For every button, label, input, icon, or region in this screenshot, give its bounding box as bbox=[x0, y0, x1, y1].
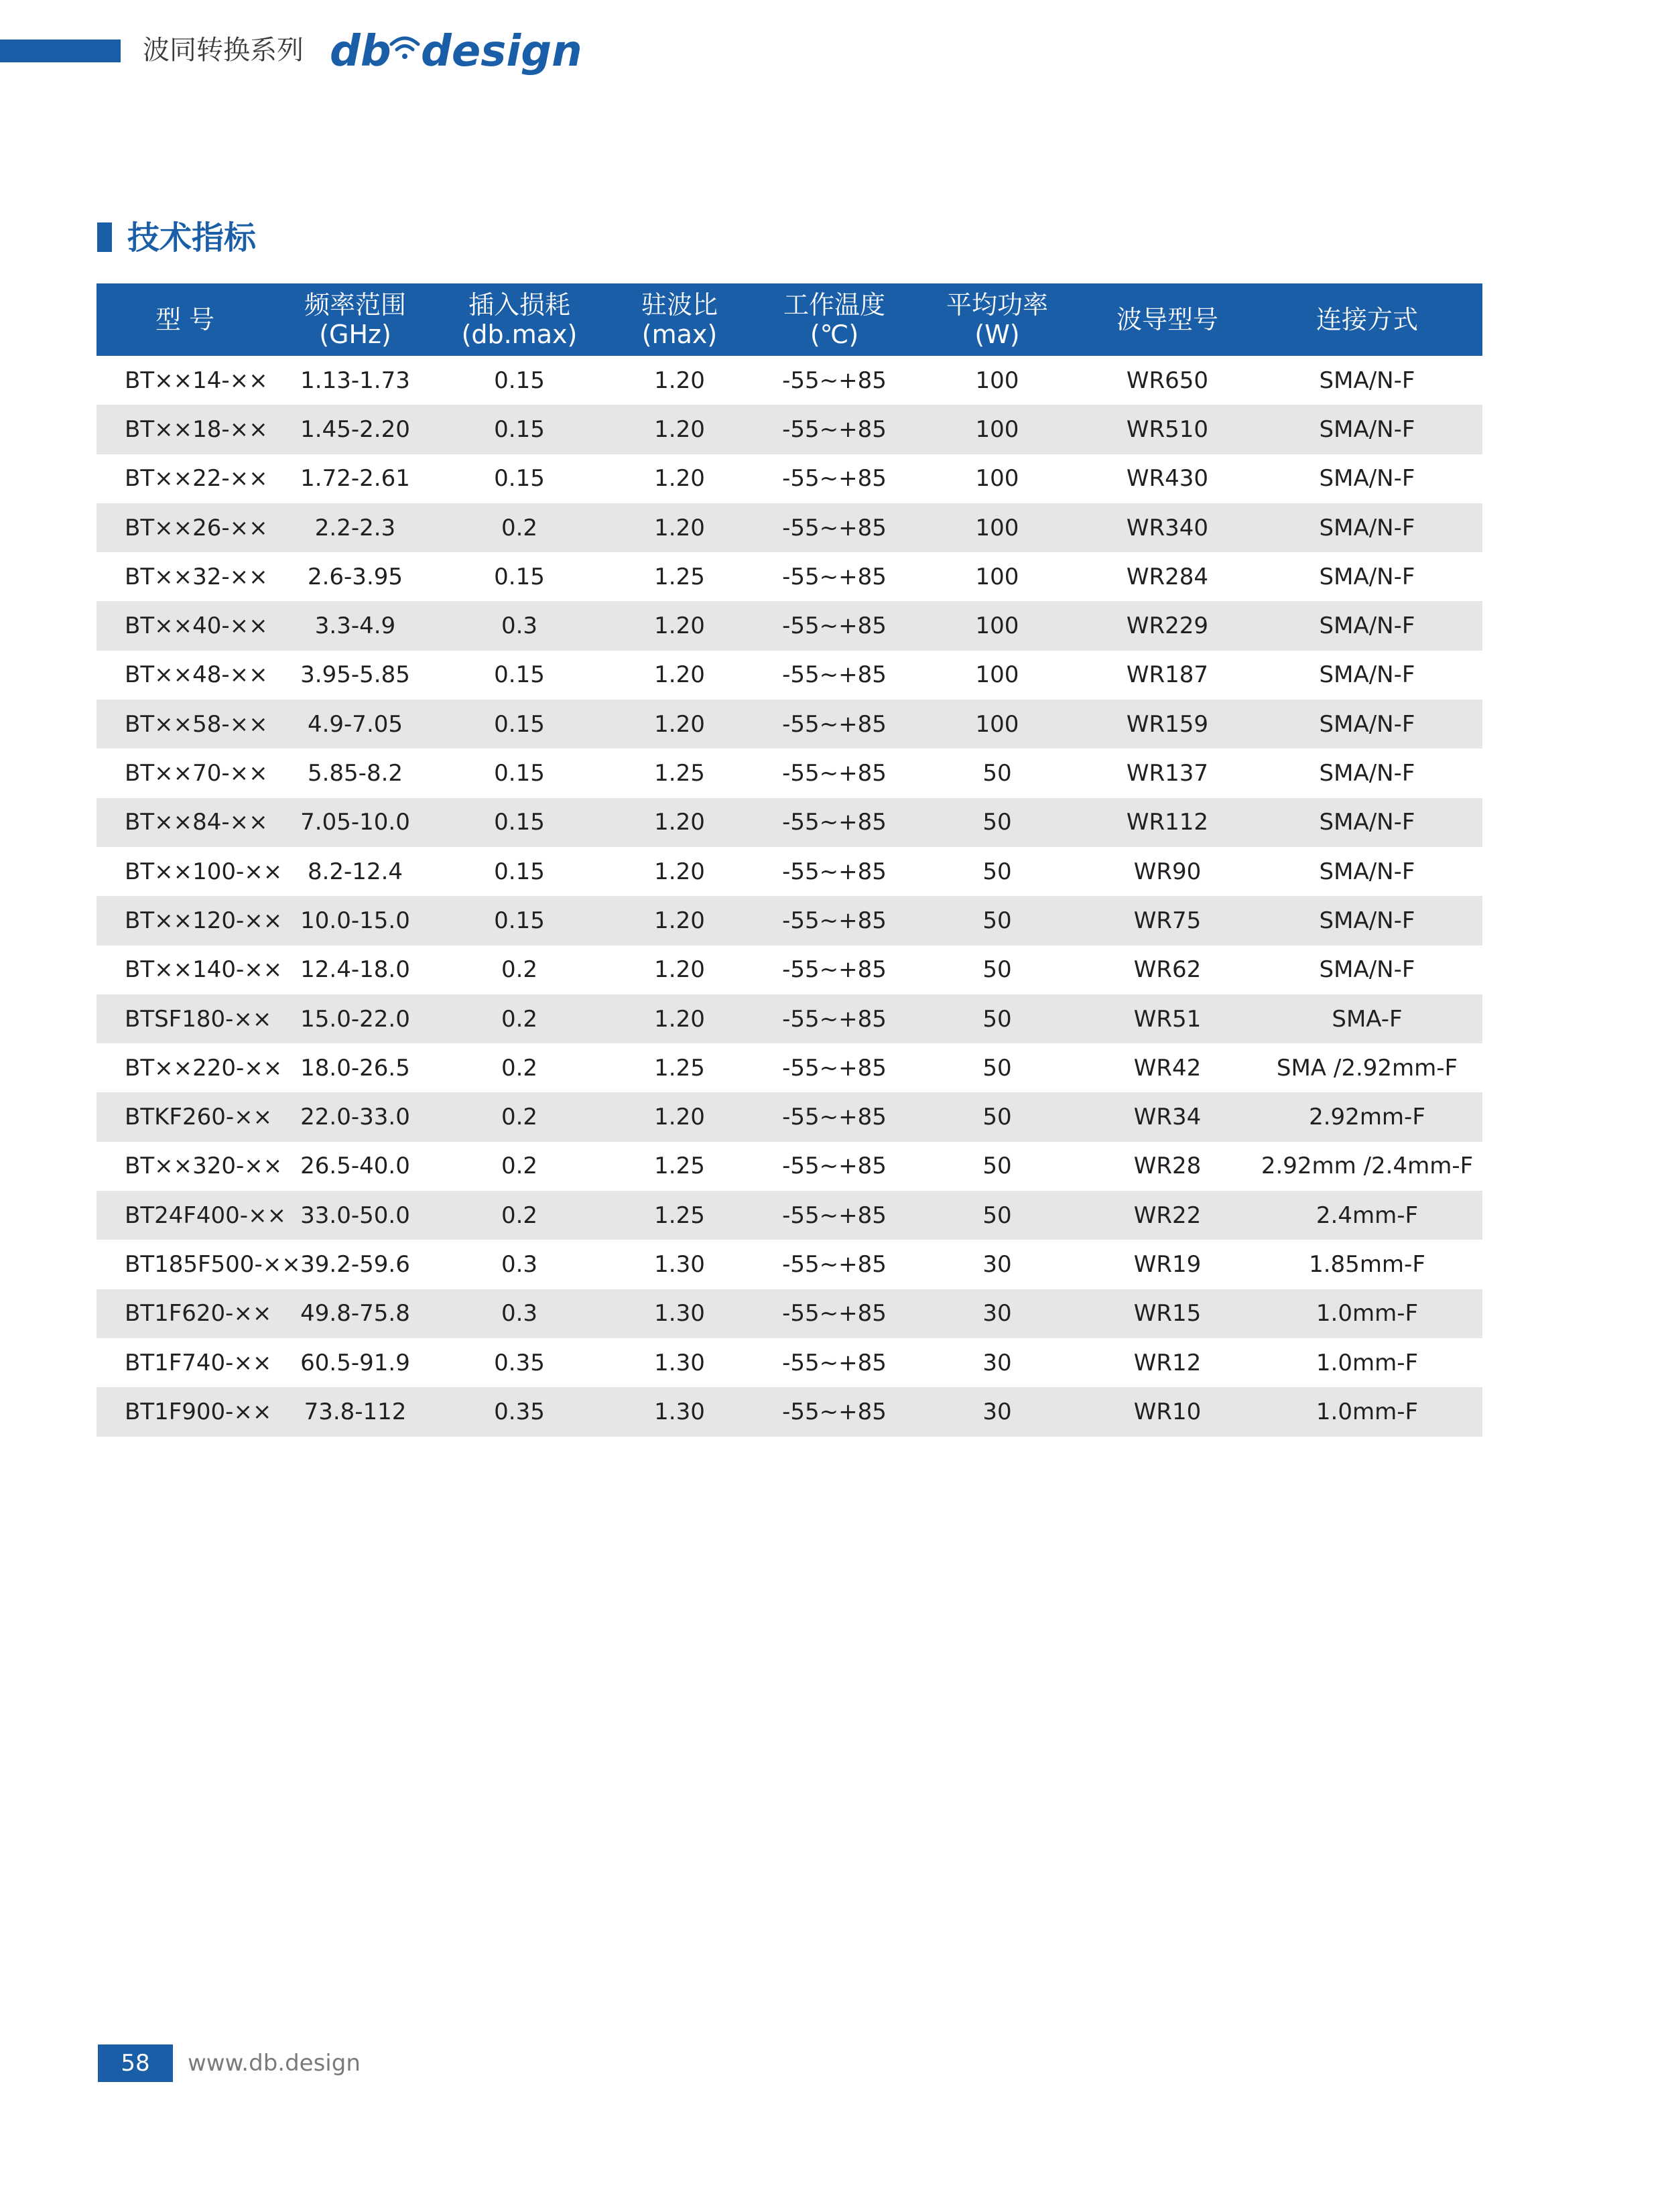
table-cell: 1.25 bbox=[654, 1153, 705, 1180]
table-cell: 1.30 bbox=[602, 1387, 757, 1436]
table-cell: BT××26-×× bbox=[97, 503, 273, 552]
table-cell: 0.35 bbox=[494, 1349, 545, 1376]
column-header bbox=[602, 283, 757, 356]
column-header bbox=[273, 283, 437, 356]
table-cell: 100 bbox=[975, 367, 1019, 394]
table-cell: 100 bbox=[911, 405, 1083, 454]
table-cell: WR284 bbox=[1126, 563, 1209, 590]
table-cell: SMA/N-F bbox=[1319, 661, 1415, 689]
table-cell: 2.92mm /2.4mm-F bbox=[1261, 1153, 1474, 1180]
table-cell: WR159 bbox=[1083, 700, 1252, 749]
column-header bbox=[1252, 283, 1482, 356]
table-cell: 50 bbox=[982, 1153, 1012, 1180]
table-cell: 2.2-2.3 bbox=[273, 503, 437, 552]
table-row bbox=[97, 1191, 1482, 1240]
section-marker bbox=[97, 222, 112, 252]
table-cell: WR34 bbox=[1083, 1092, 1252, 1141]
table-row bbox=[97, 1338, 1482, 1387]
table-cell: 33.0-50.0 bbox=[273, 1191, 437, 1240]
table-cell: BT××18-×× bbox=[97, 405, 273, 454]
table-cell: BT1F620-×× bbox=[97, 1289, 273, 1338]
website-url: www.db.design bbox=[188, 2050, 361, 2077]
table-cell: -55~+85 bbox=[757, 1289, 911, 1338]
table-cell: -55~+85 bbox=[757, 1191, 911, 1240]
table-cell: -55~+85 bbox=[782, 760, 887, 787]
header-accent-bar bbox=[0, 40, 121, 62]
table-cell: 50 bbox=[982, 760, 1012, 787]
table-cell: WR90 bbox=[1133, 858, 1202, 885]
table-cell: 0.15 bbox=[494, 661, 545, 689]
table-cell: BT××22-×× bbox=[125, 465, 268, 493]
table-cell: -55~+85 bbox=[782, 1153, 887, 1180]
table-cell: WR650 bbox=[1126, 367, 1209, 394]
table-cell: 0.15 bbox=[494, 367, 545, 394]
series-title: 波同转换系列 bbox=[143, 35, 304, 66]
table-cell: 30 bbox=[982, 1349, 1012, 1376]
table-cell: BT185F500-×× bbox=[125, 1250, 301, 1278]
table-cell: -55~+85 bbox=[782, 367, 887, 394]
table-cell: BT××32-×× bbox=[125, 563, 268, 590]
table-row bbox=[97, 847, 1482, 896]
column-header-unit: (W) bbox=[974, 320, 1020, 349]
table-cell: WR62 bbox=[1133, 956, 1202, 984]
wifi-icon bbox=[391, 38, 418, 59]
table-cell: SMA/N-F bbox=[1319, 465, 1415, 493]
table-cell: BT1F900-×× bbox=[97, 1387, 273, 1436]
column-header bbox=[911, 283, 1083, 356]
table-cell: 100 bbox=[911, 601, 1083, 650]
table-cell: SMA/N-F bbox=[1252, 896, 1482, 945]
table-cell: 50 bbox=[911, 1191, 1083, 1240]
table-cell: BT××58-×× bbox=[97, 700, 273, 749]
table-cell: 100 bbox=[911, 700, 1083, 749]
table-cell: -55~+85 bbox=[757, 1387, 911, 1436]
table-cell: -55~+85 bbox=[782, 1054, 887, 1082]
table-cell: 26.5-40.0 bbox=[300, 1153, 410, 1180]
table-cell: 100 bbox=[911, 503, 1083, 552]
table-body bbox=[97, 356, 1482, 1437]
table-cell: WR187 bbox=[1126, 661, 1209, 689]
column-header-unit: (℃) bbox=[810, 320, 859, 349]
column-header-title: 驻波比 bbox=[641, 290, 718, 320]
table-cell: BT××140-×× bbox=[125, 956, 283, 984]
table-cell: 1.20 bbox=[602, 1092, 757, 1141]
table-cell: WR340 bbox=[1083, 503, 1252, 552]
table-cell: -55~+85 bbox=[757, 405, 911, 454]
table-cell: -55~+85 bbox=[757, 601, 911, 650]
table-cell: 1.25 bbox=[654, 563, 705, 590]
table-cell: -55~+85 bbox=[782, 1250, 887, 1278]
table-cell: SMA/N-F bbox=[1319, 956, 1415, 984]
table-cell: -55~+85 bbox=[782, 1349, 887, 1376]
table-cell: 0.15 bbox=[437, 405, 602, 454]
table-row bbox=[97, 700, 1482, 749]
table-cell: 1.20 bbox=[654, 465, 705, 493]
column-header-unit: (max) bbox=[641, 320, 718, 349]
table-cell: 12.4-18.0 bbox=[300, 956, 410, 984]
column-header-title: 平均功率 bbox=[946, 290, 1048, 320]
table-row bbox=[97, 1142, 1482, 1191]
table-cell: -55~+85 bbox=[757, 994, 911, 1043]
table-row bbox=[97, 946, 1482, 994]
table-cell: 60.5-91.9 bbox=[300, 1349, 410, 1376]
column-header-title: 连接方式 bbox=[1316, 305, 1418, 334]
table-cell: SMA/N-F bbox=[1252, 601, 1482, 650]
table-cell: -55~+85 bbox=[782, 956, 887, 984]
column-header-unit: (GHz) bbox=[319, 320, 391, 349]
column-header bbox=[97, 283, 273, 356]
column-header-title: 插入损耗 bbox=[468, 290, 570, 320]
table-row bbox=[97, 552, 1482, 601]
table-cell: 1.20 bbox=[602, 896, 757, 945]
table-cell: -55~+85 bbox=[782, 563, 887, 590]
table-cell: WR229 bbox=[1083, 601, 1252, 650]
table-row bbox=[97, 994, 1482, 1043]
table-row bbox=[97, 405, 1482, 454]
table-cell: SMA/N-F bbox=[1319, 858, 1415, 885]
brand-logo-right: design bbox=[421, 27, 582, 76]
table-row bbox=[97, 503, 1482, 552]
table-row bbox=[97, 601, 1482, 650]
table-cell: 1.20 bbox=[654, 858, 705, 885]
table-cell: 1.20 bbox=[602, 405, 757, 454]
table-row bbox=[97, 1387, 1482, 1436]
table-cell: 22.0-33.0 bbox=[273, 1092, 437, 1141]
table-cell: 50 bbox=[982, 956, 1012, 984]
table-cell: 0.2 bbox=[501, 1054, 538, 1082]
table-cell: WR22 bbox=[1083, 1191, 1252, 1240]
table-cell: WR510 bbox=[1083, 405, 1252, 454]
table-cell: WR137 bbox=[1126, 760, 1209, 787]
table-cell: BT××100-×× bbox=[125, 858, 283, 885]
table-cell: 0.15 bbox=[437, 700, 602, 749]
table-cell: 49.8-75.8 bbox=[273, 1289, 437, 1338]
table-cell: 1.13-1.73 bbox=[300, 367, 410, 394]
table-cell: 1.0mm-F bbox=[1252, 1387, 1482, 1436]
spec-table bbox=[97, 283, 1482, 1437]
table-cell: SMA/N-F bbox=[1252, 503, 1482, 552]
table-cell: BTKF260-×× bbox=[97, 1092, 273, 1141]
table-cell: -55~+85 bbox=[782, 465, 887, 493]
table-cell: 0.3 bbox=[437, 1289, 602, 1338]
table-cell: 100 bbox=[975, 465, 1019, 493]
table-cell: 7.05-10.0 bbox=[273, 798, 437, 847]
table-cell: 0.35 bbox=[437, 1387, 602, 1436]
table-row bbox=[97, 749, 1482, 797]
page-number: 58 bbox=[98, 2044, 173, 2082]
table-cell: 73.8-112 bbox=[273, 1387, 437, 1436]
table-cell: 1.85mm-F bbox=[1309, 1250, 1425, 1278]
table-cell: 1.20 bbox=[602, 994, 757, 1043]
table-cell: 0.2 bbox=[437, 1191, 602, 1240]
table-cell: 0.2 bbox=[437, 503, 602, 552]
table-cell: 10.0-15.0 bbox=[273, 896, 437, 945]
table-cell: BT1F740-×× bbox=[125, 1349, 272, 1376]
table-cell: WR75 bbox=[1083, 896, 1252, 945]
table-cell: 0.2 bbox=[437, 994, 602, 1043]
table-cell: 0.15 bbox=[494, 465, 545, 493]
table-row bbox=[97, 1043, 1482, 1092]
table-cell: 2.92mm-F bbox=[1252, 1092, 1482, 1141]
table-cell: WR19 bbox=[1133, 1250, 1202, 1278]
table-cell: 1.20 bbox=[654, 956, 705, 984]
table-cell: WR12 bbox=[1133, 1349, 1202, 1376]
table-cell: 8.2-12.4 bbox=[307, 858, 403, 885]
table-cell: 0.15 bbox=[494, 563, 545, 590]
table-cell: BT××14-×× bbox=[125, 367, 268, 394]
table-cell: BT××48-×× bbox=[125, 661, 268, 689]
table-cell: 4.9-7.05 bbox=[273, 700, 437, 749]
table-cell: SMA/N-F bbox=[1252, 700, 1482, 749]
table-cell: 5.85-8.2 bbox=[307, 760, 403, 787]
table-cell: 0.2 bbox=[501, 956, 538, 984]
table-cell: WR430 bbox=[1126, 465, 1209, 493]
section-title: 技术指标 bbox=[127, 219, 257, 257]
table-cell: 30 bbox=[982, 1250, 1012, 1278]
table-cell: -55~+85 bbox=[757, 503, 911, 552]
table-cell: 1.20 bbox=[602, 700, 757, 749]
column-header-title: 波导型号 bbox=[1116, 305, 1218, 334]
table-cell: -55~+85 bbox=[782, 858, 887, 885]
table-cell: SMA/N-F bbox=[1319, 367, 1415, 394]
table-cell: -55~+85 bbox=[782, 661, 887, 689]
table-row bbox=[97, 356, 1482, 405]
table-cell: BT××320-×× bbox=[125, 1153, 283, 1180]
table-cell: SMA/N-F bbox=[1252, 405, 1482, 454]
table-cell: -55~+85 bbox=[757, 1092, 911, 1141]
table-cell: BT××70-×× bbox=[125, 760, 268, 787]
table-cell: 1.30 bbox=[602, 1289, 757, 1338]
table-header-row bbox=[97, 283, 1482, 356]
column-header-title: 频率范围 bbox=[304, 290, 406, 320]
table-cell: 1.30 bbox=[654, 1250, 705, 1278]
table-cell: 50 bbox=[911, 896, 1083, 945]
table-cell: 1.0mm-F bbox=[1316, 1349, 1419, 1376]
table-cell: 50 bbox=[911, 1092, 1083, 1141]
table-cell: 0.15 bbox=[494, 858, 545, 885]
table-cell: 1.25 bbox=[654, 760, 705, 787]
table-cell: WR28 bbox=[1133, 1153, 1202, 1180]
table-cell: SMA-F bbox=[1252, 994, 1482, 1043]
table-cell: 1.20 bbox=[602, 601, 757, 650]
table-cell: 50 bbox=[911, 798, 1083, 847]
table-cell: -55~+85 bbox=[757, 798, 911, 847]
table-cell: 1.20 bbox=[654, 367, 705, 394]
table-cell: 1.25 bbox=[602, 1191, 757, 1240]
table-cell: 50 bbox=[982, 1054, 1012, 1082]
table-cell: 15.0-22.0 bbox=[273, 994, 437, 1043]
brand-logo bbox=[330, 23, 582, 76]
table-row bbox=[97, 896, 1482, 945]
table-cell: 3.95-5.85 bbox=[300, 661, 410, 689]
table-cell: SMA/N-F bbox=[1319, 760, 1415, 787]
table-cell: 1.20 bbox=[602, 503, 757, 552]
table-cell: 0.3 bbox=[437, 601, 602, 650]
table-cell: 1.30 bbox=[654, 1349, 705, 1376]
table-cell: 0.15 bbox=[437, 896, 602, 945]
table-cell: 39.2-59.6 bbox=[300, 1250, 410, 1278]
table-cell: -55~+85 bbox=[757, 700, 911, 749]
brand-logo-left: db bbox=[330, 27, 391, 76]
table-cell: BT××220-×× bbox=[125, 1054, 283, 1082]
table-row bbox=[97, 454, 1482, 503]
table-cell: 1.0mm-F bbox=[1252, 1289, 1482, 1338]
table-cell: 1.45-2.20 bbox=[273, 405, 437, 454]
table-cell: BTSF180-×× bbox=[97, 994, 273, 1043]
table-cell: 3.3-4.9 bbox=[273, 601, 437, 650]
column-header bbox=[1083, 283, 1252, 356]
table-cell: BT××40-×× bbox=[97, 601, 273, 650]
table-cell: BT24F400-×× bbox=[97, 1191, 273, 1240]
column-header bbox=[437, 283, 602, 356]
table-cell: WR15 bbox=[1083, 1289, 1252, 1338]
table-cell: 30 bbox=[911, 1387, 1083, 1436]
column-header-unit: (db.max) bbox=[461, 320, 578, 349]
table-cell: 1.25 bbox=[654, 1054, 705, 1082]
table-row bbox=[97, 798, 1482, 847]
table-cell: 0.3 bbox=[501, 1250, 538, 1278]
table-cell: WR51 bbox=[1083, 994, 1252, 1043]
table-cell: 0.2 bbox=[437, 1092, 602, 1141]
table-cell: -55~+85 bbox=[757, 896, 911, 945]
table-cell: 100 bbox=[975, 661, 1019, 689]
table-cell: 50 bbox=[982, 858, 1012, 885]
table-row bbox=[97, 651, 1482, 700]
table-row bbox=[97, 1289, 1482, 1338]
table-row bbox=[97, 1240, 1482, 1289]
table-cell: WR42 bbox=[1133, 1054, 1202, 1082]
table-cell: 0.2 bbox=[501, 1153, 538, 1180]
table-row bbox=[97, 1092, 1482, 1141]
table-cell: BT××120-×× bbox=[97, 896, 273, 945]
table-cell: 50 bbox=[911, 994, 1083, 1043]
table-cell: 100 bbox=[975, 563, 1019, 590]
column-header-title: 工作温度 bbox=[783, 290, 885, 320]
table-cell: BT××84-×× bbox=[97, 798, 273, 847]
table-cell: SMA /2.92mm-F bbox=[1276, 1054, 1458, 1082]
table-cell: 2.6-3.95 bbox=[307, 563, 403, 590]
table-cell: 0.15 bbox=[494, 760, 545, 787]
table-cell: 18.0-26.5 bbox=[300, 1054, 410, 1082]
table-cell: 0.15 bbox=[437, 798, 602, 847]
table-cell: 1.20 bbox=[602, 798, 757, 847]
table-cell: 30 bbox=[911, 1289, 1083, 1338]
table-cell: WR10 bbox=[1083, 1387, 1252, 1436]
table-cell: 1.72-2.61 bbox=[300, 465, 410, 493]
table-cell: 1.20 bbox=[654, 661, 705, 689]
column-header bbox=[757, 283, 911, 356]
table-cell: 2.4mm-F bbox=[1252, 1191, 1482, 1240]
table-cell: SMA/N-F bbox=[1319, 563, 1415, 590]
table-cell: WR112 bbox=[1083, 798, 1252, 847]
column-header-title: 型 号 bbox=[155, 305, 215, 334]
table-cell: SMA/N-F bbox=[1252, 798, 1482, 847]
